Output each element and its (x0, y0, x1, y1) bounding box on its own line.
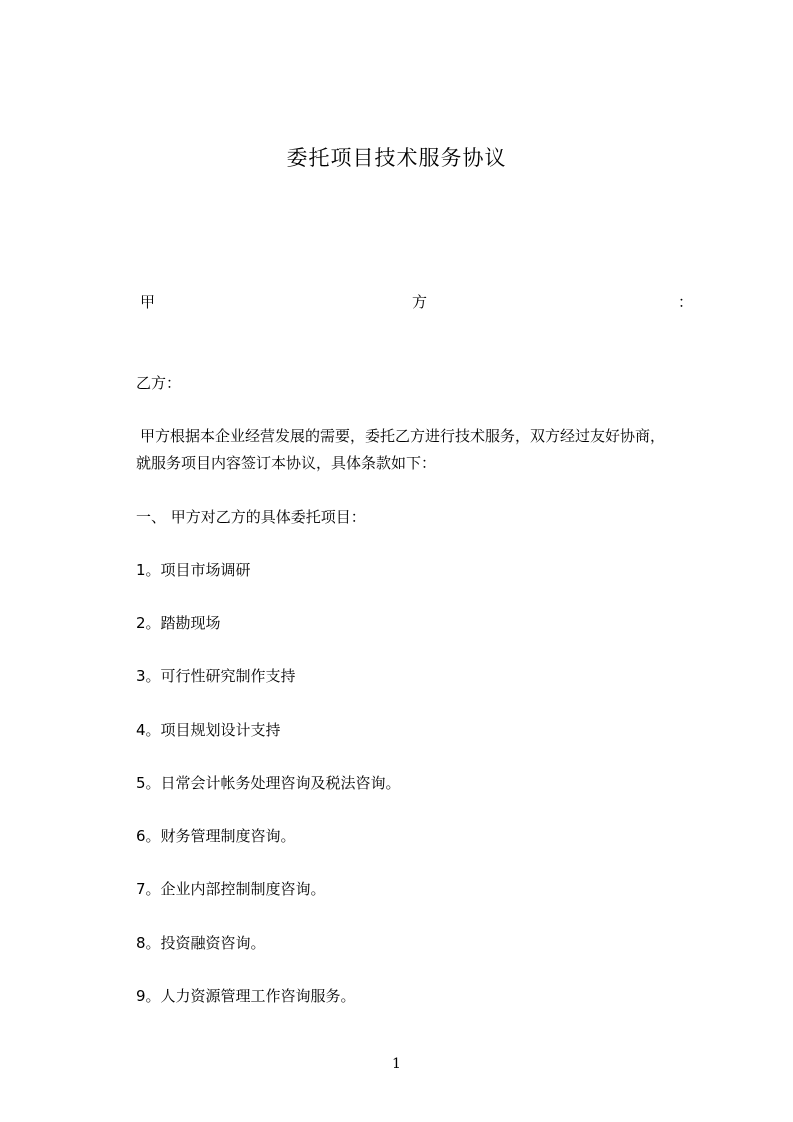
party-a-line (140, 291, 693, 313)
intro-line-2: 就服务项目内容签订本协议，具体条款如下： (136, 454, 437, 472)
list-item: 9。人力资源管理工作咨询服务。 (136, 987, 356, 1005)
list-item: 2。踏勘现场 (136, 614, 221, 632)
list-item: 4。项目规划设计支持 (136, 721, 281, 739)
list-item: 1。项目市场调研 (136, 561, 251, 579)
party-a-char2: 方 (412, 293, 428, 311)
party-a-char1: 甲 (140, 293, 156, 311)
section-1-heading: 一、 甲方对乙方的具体委托项目： (136, 508, 366, 526)
list-item: 7。企业内部控制制度咨询。 (136, 880, 326, 898)
intro-line-1: 甲方根据本企业经营发展的需要，委托乙方进行技术服务，双方经过友好协商， (140, 427, 666, 445)
list-item: 3。可行性研究制作支持 (136, 667, 296, 685)
page-number: 1 (392, 1056, 401, 1072)
party-a-colon: ： (677, 293, 693, 311)
party-b-line: 乙方： (136, 374, 182, 392)
list-item: 8。投资融资咨询。 (136, 934, 266, 952)
list-item: 6。财务管理制度咨询。 (136, 827, 296, 845)
list-item: 5。日常会计帐务处理咨询及税法咨询。 (136, 774, 401, 792)
document-title: 委托项目技术服务协议 (286, 146, 507, 170)
